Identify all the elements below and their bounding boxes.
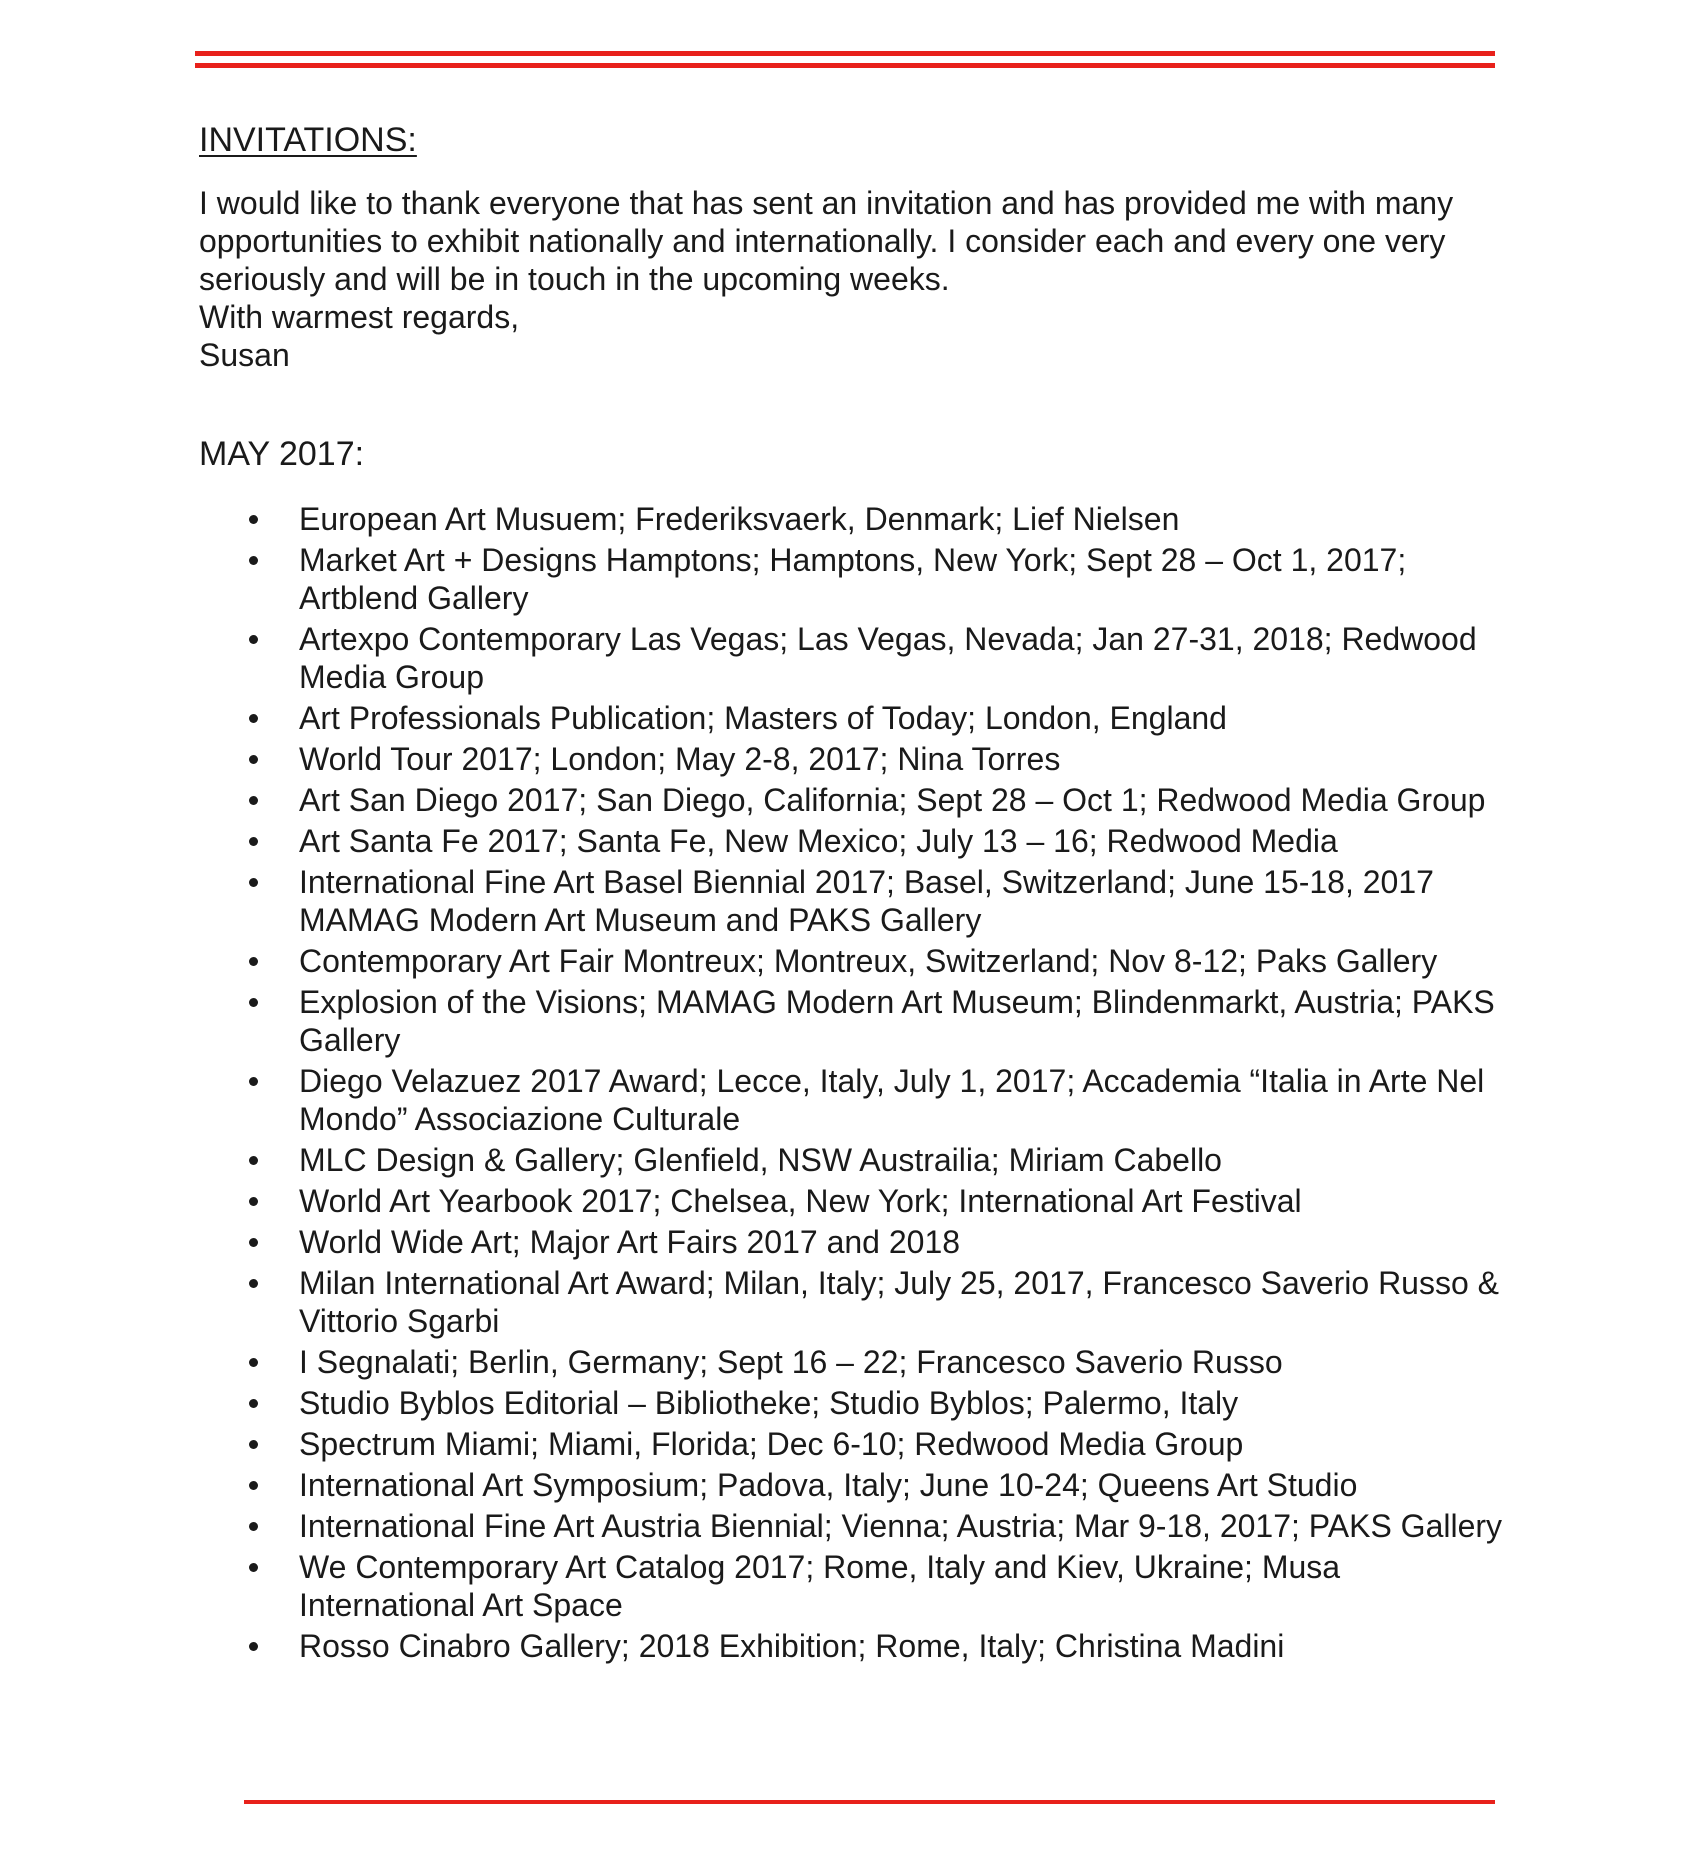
bullet-icon bbox=[249, 1481, 258, 1490]
bullet-icon bbox=[249, 1238, 258, 1247]
bullet-icon bbox=[249, 1399, 258, 1408]
list-item-text: Market Art + Designs Hamptons; Hamptons, New York; Sept 28 – Oct 1, 2017; Artblend Gallery bbox=[299, 542, 1407, 616]
list-item bbox=[199, 1264, 1509, 1340]
list-item bbox=[199, 983, 1509, 1059]
list-item bbox=[199, 863, 1509, 939]
list-item-text: Art Santa Fe 2017; Santa Fe, New Mexico; July 13 – 16; Redwood Media bbox=[299, 823, 1338, 859]
event-list bbox=[199, 500, 1509, 1665]
month-heading: MAY 2017: bbox=[199, 435, 365, 473]
invitations-heading: INVITATIONS: bbox=[199, 121, 417, 159]
bullet-icon bbox=[249, 1077, 258, 1086]
bullet-icon bbox=[249, 1440, 258, 1449]
bottom-red-rule bbox=[244, 1800, 1495, 1804]
list-item bbox=[199, 1548, 1509, 1624]
list-item-text: I Segnalati; Berlin, Germany; Sept 16 – 22; Francesco Saverio Russo bbox=[299, 1344, 1283, 1380]
document-body bbox=[199, 118, 1509, 1668]
bullet-icon bbox=[249, 878, 258, 887]
bullet-icon bbox=[249, 796, 258, 805]
list-item-text: World Tour 2017; London; May 2-8, 2017; Nina Torres bbox=[299, 741, 1061, 777]
list-item bbox=[199, 1062, 1509, 1138]
list-item-text: Spectrum Miami; Miami, Florida; Dec 6-10; Redwood Media Group bbox=[299, 1426, 1244, 1462]
list-item bbox=[199, 1384, 1509, 1422]
list-item-text: International Fine Art Basel Biennial 2017; Basel, Switzerland; June 15-18, 2017 MAMAG Modern Art Museum and PAKS Gallery bbox=[299, 864, 1434, 938]
list-item-text: Milan International Art Award; Milan, Italy; July 25, 2017, Francesco Saverio Russo & Vittorio Sgarbi bbox=[299, 1265, 1499, 1339]
list-item bbox=[199, 1466, 1509, 1504]
bullet-icon bbox=[249, 1197, 258, 1206]
list-item-text: MLC Design & Gallery; Glenfield, NSW Austrailia; Miriam Cabello bbox=[299, 1142, 1222, 1178]
list-item-text: International Fine Art Austria Biennial; Vienna; Austria; Mar 9-18, 2017; PAKS Gallery bbox=[299, 1508, 1503, 1544]
list-item bbox=[199, 1343, 1509, 1381]
list-item-text: Rosso Cinabro Gallery; 2018 Exhibition; Rome, Italy; Christina Madini bbox=[299, 1628, 1285, 1664]
list-item-text: European Art Musuem; Frederiksvaerk, Denmark; Lief Nielsen bbox=[299, 501, 1180, 537]
list-item bbox=[199, 1627, 1509, 1665]
bullet-icon bbox=[249, 714, 258, 723]
list-item bbox=[199, 1425, 1509, 1463]
list-item bbox=[199, 699, 1509, 737]
list-item bbox=[199, 1223, 1509, 1261]
bullet-icon bbox=[249, 556, 258, 565]
list-item bbox=[199, 781, 1509, 819]
list-item-text: Art Professionals Publication; Masters of Today; London, England bbox=[299, 700, 1227, 736]
invitations-paragraph: I would like to thank everyone that has sent an invitation and has provided me with many opportunities to exhibit nationally and internationally. I consider each and every one very seriously and will be in touch in the upcoming weeks. bbox=[199, 185, 1454, 297]
bullet-icon bbox=[249, 755, 258, 764]
list-item-text: Contemporary Art Fair Montreux; Montreux, Switzerland; Nov 8-12; Paks Gallery bbox=[299, 943, 1438, 979]
list-item-text: Art San Diego 2017; San Diego, California; Sept 28 – Oct 1; Redwood Media Group bbox=[299, 782, 1486, 818]
list-item bbox=[199, 1182, 1509, 1220]
list-item bbox=[199, 500, 1509, 538]
top-red-rule-second bbox=[195, 63, 1495, 68]
list-item-text: We Contemporary Art Catalog 2017; Rome, Italy and Kiev, Ukraine; Musa International Art Space bbox=[299, 1549, 1341, 1623]
bullet-icon bbox=[249, 1358, 258, 1367]
bullet-icon bbox=[249, 837, 258, 846]
list-item bbox=[199, 740, 1509, 778]
bullet-icon bbox=[249, 515, 258, 524]
bullet-icon bbox=[249, 998, 258, 1007]
closing-line: With warmest regards, bbox=[199, 299, 520, 335]
list-item bbox=[199, 541, 1509, 617]
list-item bbox=[199, 1507, 1509, 1545]
list-item-text: Diego Velazuez 2017 Award; Lecce, Italy, July 1, 2017; Accademia “Italia in Arte Nel Mondo” Associazione Culturale bbox=[299, 1063, 1485, 1137]
bullet-icon bbox=[249, 1642, 258, 1651]
list-item-text: Explosion of the Visions; MAMAG Modern Art Museum; Blindenmarkt, Austria; PAKS Gallery bbox=[299, 984, 1495, 1058]
top-red-rule bbox=[195, 51, 1495, 56]
bullet-icon bbox=[249, 1563, 258, 1572]
list-item bbox=[199, 942, 1509, 980]
bullet-icon bbox=[249, 957, 258, 966]
list-item-text: Artexpo Contemporary Las Vegas; Las Vegas, Nevada; Jan 27-31, 2018; Redwood Media Group bbox=[299, 621, 1477, 695]
list-item-text: World Art Yearbook 2017; Chelsea, New York; International Art Festival bbox=[299, 1183, 1302, 1219]
list-item-text: International Art Symposium; Padova, Italy; June 10-24; Queens Art Studio bbox=[299, 1467, 1358, 1503]
bullet-icon bbox=[249, 635, 258, 644]
signature: Susan bbox=[199, 337, 290, 373]
bullet-icon bbox=[249, 1279, 258, 1288]
list-item bbox=[199, 822, 1509, 860]
list-item bbox=[199, 620, 1509, 696]
invitations-message bbox=[199, 184, 1509, 374]
list-item bbox=[199, 1141, 1509, 1179]
bullet-icon bbox=[249, 1522, 258, 1531]
bullet-icon bbox=[249, 1156, 258, 1165]
list-item-text: Studio Byblos Editorial – Bibliotheke; Studio Byblos; Palermo, Italy bbox=[299, 1385, 1239, 1421]
list-item-text: World Wide Art; Major Art Fairs 2017 and 2018 bbox=[299, 1224, 961, 1260]
